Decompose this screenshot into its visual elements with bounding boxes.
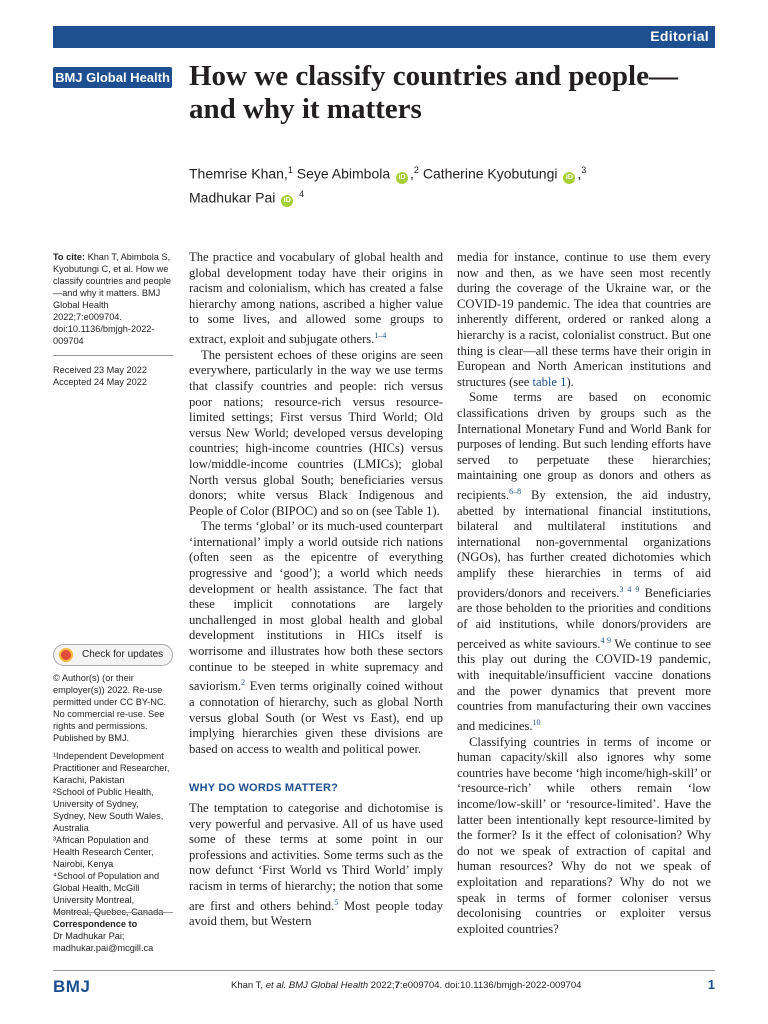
paragraph-text: media for instance, continue to use them every now and then, as we have seen most recently during the coverage of the Ukraine war, or the COVID-19 pandemic. The idea that countries are inherently different, ordered or ranked along a hierarchy is a racist, colonialist construct. But one thing is clear—all these terms have their origin in European and North American institutions and structures (see [457,250,711,389]
page-number: 1 [707,977,715,992]
paragraph: The persistent echoes of these origins are seen everywhere, particularly in the way we use terms that classify countries and people: rich versus poor nations; resource-rich versus resource-limited settings; First versus Third World; Old versus New World; developed versus developing countries; high-income countries (HICs) versus low/middle-income countries (LMICs); global North versus global South; beneficiaries versus donors; white versus Black Indigenous and People of Color (BIPOC) and so on (see Table 1). [189,347,443,518]
author-affiliation-ref: 1 [287,165,293,175]
author-name[interactable]: Seye Abimbola [296,165,391,182]
received-date: Received 23 May 2022 [53,365,147,375]
divider [53,355,173,356]
affiliation: ⁴School of Population and Global Health, McGill University Montreal, Montreal, Quebec, Canada [53,871,164,917]
article-title: How we classify countries and people—and why it matters [189,60,678,125]
paragraph-text: The terms ‘global’ or its much-used counterpart ‘international’ imply a world outside rich nations (often seen as the epicentre of everything progressive and ‘good’); a world which needs development or health assistance. The fact that these implicit connotations are largely unchallenged in most global health and global development institutions in HICs itself is worrisome and illustrates how both these sectors continue to be steeped in white supremacy and saviorism. [189,519,443,694]
bmj-logo[interactable]: BMJ [53,977,91,996]
affiliation: ²School of Public Health, University of Sydney, Sydney, New South Wales, Australia [53,787,164,833]
sidebar [53,251,173,388]
affiliation: ¹Independent Development Practitioner and Researcher, Karachi, Pakistan [53,751,170,785]
orcid-icon[interactable]: iD [563,172,575,184]
reference[interactable]: 4 9 [600,635,611,645]
author-name[interactable]: Madhukar Pai [189,189,276,206]
paragraph-text: Even terms originally coined without a connotation of hierarchy, such as global North versus global South (or West vs East), end up implying hierarchies given these divisions are based on access to wealth and political power. [189,679,443,756]
cite-text: Khan T, Abimbola S, Kyobutungi C, et al. How we classify countries and people—and why it matters. BMJ Global Health 2022;7:e009704. doi:10.1136/bmjgh-2022-009704 [53,252,171,346]
table-link[interactable]: table 1 [532,374,567,389]
correspondence-name: Dr Madhukar Pai; [53,931,125,941]
footer-citation [231,980,581,991]
correspondence-email[interactable]: madhukar.pai@mcgill.ca [53,943,154,953]
footer-divider [53,970,715,971]
paragraph [189,250,443,348]
reference[interactable]: 5 [334,897,339,907]
section-heading: WHY DO WORDS MATTER? [189,782,339,795]
paragraph-text: ). [566,374,574,389]
paragraph-text: By extension, the aid industry, abetted by international financial institutions, bilateral and multilateral institutions and international non-governmental organizations (NGOs), has further created dichotomies which amplify these hierarchies in terms of aid providers/donors and receivers. [457,488,711,600]
check-for-updates-button[interactable] [53,644,173,666]
footer-citation-text: et al. [265,980,287,991]
check-updates-label: Check for updates [82,649,164,660]
orcid-icon[interactable]: iD [396,172,408,184]
correspondence-block [53,918,173,954]
paragraph-text: The practice and vocabulary of global health and global development today have their origins in racism and colonialism, which has created a false hierarchy among nations, ascribed a higher value to some lives, and allowed some groups to extract, exploit and subjugate others. [189,250,443,347]
author-affiliation-ref: 4 [299,188,305,199]
reference[interactable]: 1–4 [374,330,387,340]
paragraph [457,390,711,734]
dates [53,364,173,388]
license-text: © Author(s) (or their employer(s)) 2022. Re-use permitted under CC BY-NC. No commercial re-use. See rights and permissions. Published by BMJ. [53,673,167,743]
journal-badge[interactable]: BMJ Global Health [53,67,172,88]
license-block [53,672,173,918]
paragraph [457,250,711,390]
paragraph [189,519,443,757]
affiliation: ³African Population and Health Research Center, Nairobi, Kenya [53,835,154,869]
reference[interactable]: 10 [532,717,541,727]
divider [53,912,173,913]
author-affiliation-ref: 2 [413,165,419,175]
paragraph-text: We continue to see this play out during the COVID-19 pandemic, with inequitable/insufficient vaccine donations and the power dynamics that prevent more countries from manufacturing their own vaccines and medicines. [457,636,712,733]
cite-label: To cite: [53,252,85,262]
check-updates-icon [59,648,73,662]
paragraph: Classifying countries in terms of income or human capacity/skill also ignores why some countries have become ‘high income/high-skill’ or ‘resource-rich’ while others remain ‘low income/low-skill’ or ‘resource-limited’. Have the latter been intentionally kept resource-limited by the former? Is it the effect of colonisation? Why do not we speak of extraction of capital and human resources? Why do not we speak of exploitation and reparations? Why do not we speak in terms of former coloniser versus decolonising countries or exploiter versus exploited countries? [457,734,712,936]
paragraph-text: Most people today avoid them, but Western [189,898,444,929]
correspondence-label: Correspondence to [53,919,138,929]
reference[interactable]: 2 [241,678,246,688]
accepted-date: Accepted 24 May 2022 [53,377,147,387]
paragraph-text: Beneficiaries are those beholden to the priorities and conditions of aid institutions, while donors/providers are perceived as white saviours. [457,585,711,651]
footer-citation-text: 7 [394,980,400,991]
author-affiliation-ref: 3 [581,165,587,175]
author-name[interactable]: Themrise Khan, [189,165,288,182]
reference[interactable]: 3 4 9 [619,584,640,594]
author-list: Themrise Khan,$^1$ Seye Abimbola iD ,$^2$ Catherine Kyobutungi iD ,$^3$ Madhukar Pai iD $^4$ [189,165,587,206]
footer-citation-text: BMJ Global Health [286,980,369,991]
section-label: Editorial [650,28,709,44]
paragraph-text: Some terms are based on economic classifications driven by groups such as the International Monetary Fund and World Bank for purposes of lending. But such lending efforts have served to perpetuate these hierarchies; maintaining one group as donors and others as recipients. [457,390,711,503]
paragraph-text: The temptation to categorise and dichotomise is very powerful and pervasive. All of us have used some of these terms at some point in our professions and activities. Some terms such as the now defunct ‘First World vs Third World’ imply racism in terms of hierarchy; the notion that some are first and others behind. [189,800,443,913]
orcid-icon[interactable]: iD [281,195,293,207]
cite-block [53,251,173,347]
section-bar [53,26,715,48]
footer-citation-text: :e009704. doi:10.1136/bmjgh-2022-009704 [399,980,582,991]
body-column-2 [457,250,711,937]
author-name[interactable]: Catherine Kyobutungi [422,165,558,182]
footer-citation-text: 2022; [368,980,395,991]
footer-citation-text: Khan T, [231,980,266,991]
paragraph [189,801,443,930]
reference[interactable]: 6–8 [509,486,522,496]
body-column-1 [189,250,443,930]
